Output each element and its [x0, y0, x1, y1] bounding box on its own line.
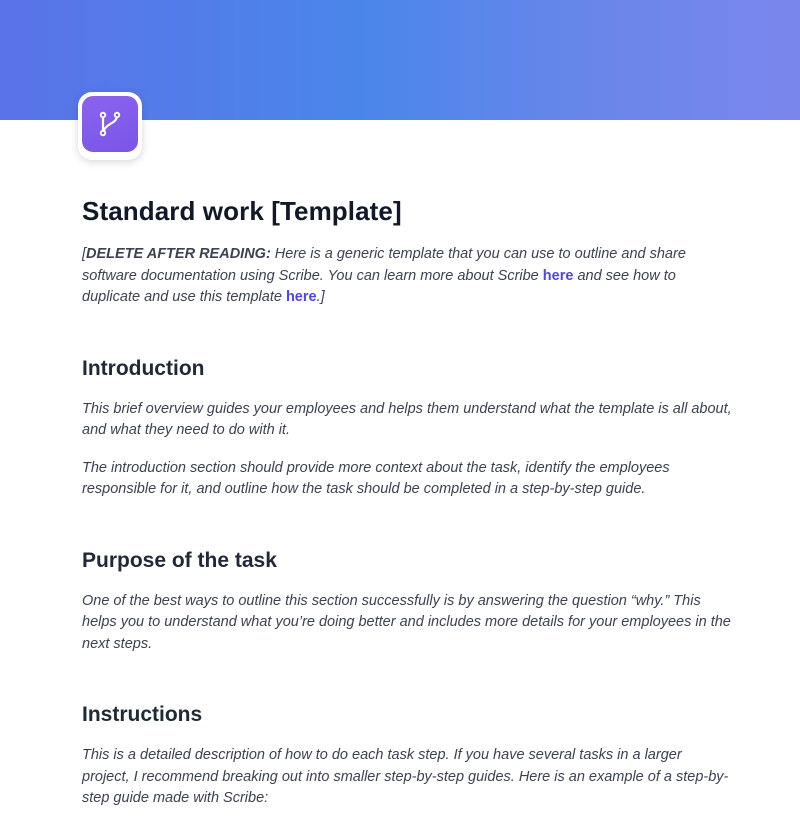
- introduction-heading: Introduction: [82, 356, 205, 380]
- introduction-paragraph-1: This brief overview guides your employees and helps them understand what the template is all about, and what they need to do with it.: [82, 400, 732, 438]
- note-close: .]: [316, 289, 325, 305]
- template-note: [82, 244, 732, 309]
- duplicate-template-link[interactable]: here: [285, 289, 317, 305]
- instructions-paragraph-1: This is a detailed description of how to do each task step. If you have several tasks in a larger project, I recommend breaking out into smaller step-by-step guides. Here is an example of a step-by-step guide made with Scribe:: [82, 747, 729, 806]
- introduction-paragraph-2: The introduction section should provide more context about the task, identify the employees responsible for it, and outline how the task should be completed in a step-by-step guide.: [82, 459, 670, 497]
- page-title: Standard work [Template]: [82, 196, 402, 226]
- purpose-heading: Purpose of the task: [82, 548, 277, 572]
- note-open-bracket: [: [82, 246, 87, 262]
- note-text-1: Here is a generic template that you can use to outline and share software documentation using Scribe. You can learn more about Scribe: [82, 246, 686, 284]
- scribe-info-link[interactable]: here: [542, 267, 574, 284]
- document-icon-frame: [78, 92, 142, 160]
- note-text-2: and see how to duplicate and use this template: [82, 267, 676, 305]
- note-label: DELETE AFTER READING:: [86, 246, 271, 262]
- document-content: [82, 190, 732, 810]
- purpose-paragraph-1: One of the best ways to outline this section successfully is by answering the question “why.” This helps you to understand what you’re doing better and includes more details for your employees in the next steps.: [82, 592, 731, 652]
- branch-icon: [82, 96, 138, 152]
- instructions-heading: Instructions: [82, 703, 203, 726]
- branch-icon-svg: [94, 108, 126, 140]
